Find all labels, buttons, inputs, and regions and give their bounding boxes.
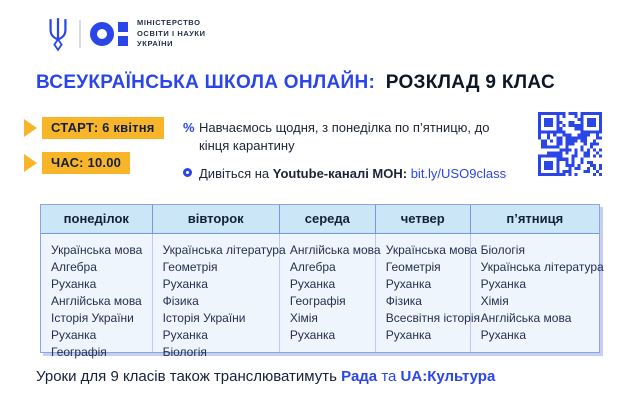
footer-note [36,368,495,385]
subject-item: Руханка [289,328,336,343]
channel-ua-culture-link[interactable]: UA:Культура [400,368,496,385]
day-header: понеділок [41,205,153,234]
subject-item: Фізика [385,294,422,309]
start-badge-row [24,117,164,139]
subject-item: Фізика [162,294,199,309]
subject-item: Українська література [162,243,286,257]
badge-list [24,117,164,187]
subject-item: Біологія [480,243,525,257]
day-subjects-cell [471,234,604,352]
day-header: вівторок [153,205,280,234]
start-badge: СТАРТ: 6 квітня [42,117,164,139]
subject-item: Геометрія [385,260,441,275]
youtube-note-text [199,165,506,183]
ministry-line: УКРАЇНИ [137,39,174,49]
subject-item: Руханка [162,277,208,292]
footer-prefix: Уроки для 9 класів також транслюватимуть [36,368,342,385]
time-badge-row [24,152,164,174]
ministry-line: МІНІСТЕРСТВО [137,17,201,27]
arrow-icon [24,154,37,172]
subject-item: Руханка [385,328,432,343]
subject-item: Англійська мова [289,243,381,257]
subject-item: Алгебра [51,260,97,275]
day-header: п’ятниця [471,205,599,234]
youtube-note-prefix: Дивіться на [199,166,273,182]
percent-icon: % [183,120,195,135]
qr-code [538,112,602,176]
subject-item: Історія України [51,311,134,326]
subject-item: Біологія [162,345,207,360]
subject-item: Руханка [51,277,97,292]
circle-icon [183,165,199,183]
subject-item: Руханка [480,328,526,343]
day-header: четвер [376,205,471,234]
ministry-line: ОСВІТИ І НАУКИ [137,28,206,38]
subject-item: Алгебра [289,260,336,275]
trident-icon [45,16,71,52]
arrow-icon [24,119,37,137]
channel-rada-link[interactable]: Рада [341,368,378,385]
ministry-name [137,18,206,51]
youtube-note [183,165,513,183]
subject-item: Руханка [385,277,432,292]
mon-o-logo-icon [90,22,128,46]
logo-divider [79,20,81,48]
subject-item: Англійська мова [51,294,142,309]
youtube-note-bold: Youtube-каналі МОН: [272,166,411,182]
footer-connector: та [377,368,401,385]
day-header: середа [280,205,376,234]
youtube-link[interactable]: bit.ly/USO9class [410,166,507,182]
subject-item: Географія [289,294,346,309]
title-rest: РОЗКЛАД 9 КЛАС [385,72,555,93]
subject-item: Геометрія [162,260,218,275]
schedule-body-row [41,234,604,360]
subject-item: Руханка [480,277,526,292]
subject-item: Англійська мова [480,311,572,326]
daily-note [183,119,513,154]
page-title [36,72,555,94]
subject-item: Хімія [289,311,318,326]
notes-list [183,119,513,194]
day-subjects-cell [41,234,153,360]
subject-item: Хімія [480,294,509,309]
subject-item: Географія [51,345,107,360]
time-badge: ЧАС: 10.00 [42,152,130,174]
ministry-logo [45,16,206,52]
subject-item: Українська література [480,260,604,275]
subject-item: Українська мова [385,243,478,257]
subject-item: Історія України [162,311,246,326]
title-highlight: ВСЕУКРАЇНСЬКА ШКОЛА ОНЛАЙН: [36,72,376,93]
day-subjects-cell [153,234,286,360]
subject-item: Всесвітня історія [385,311,480,326]
subject-item: Руханка [162,328,208,343]
day-subjects-cell [280,234,381,352]
daily-note-text: Навчаємось щодня, з понеділка по п’ятницю, до кінця карантину [199,120,490,153]
schedule-table [40,204,604,360]
subject-item: Руханка [51,328,97,343]
day-subjects-cell [376,234,480,352]
schedule-header-row [41,205,599,234]
subject-item: Руханка [289,277,336,292]
subject-item: Українська мова [51,243,143,257]
